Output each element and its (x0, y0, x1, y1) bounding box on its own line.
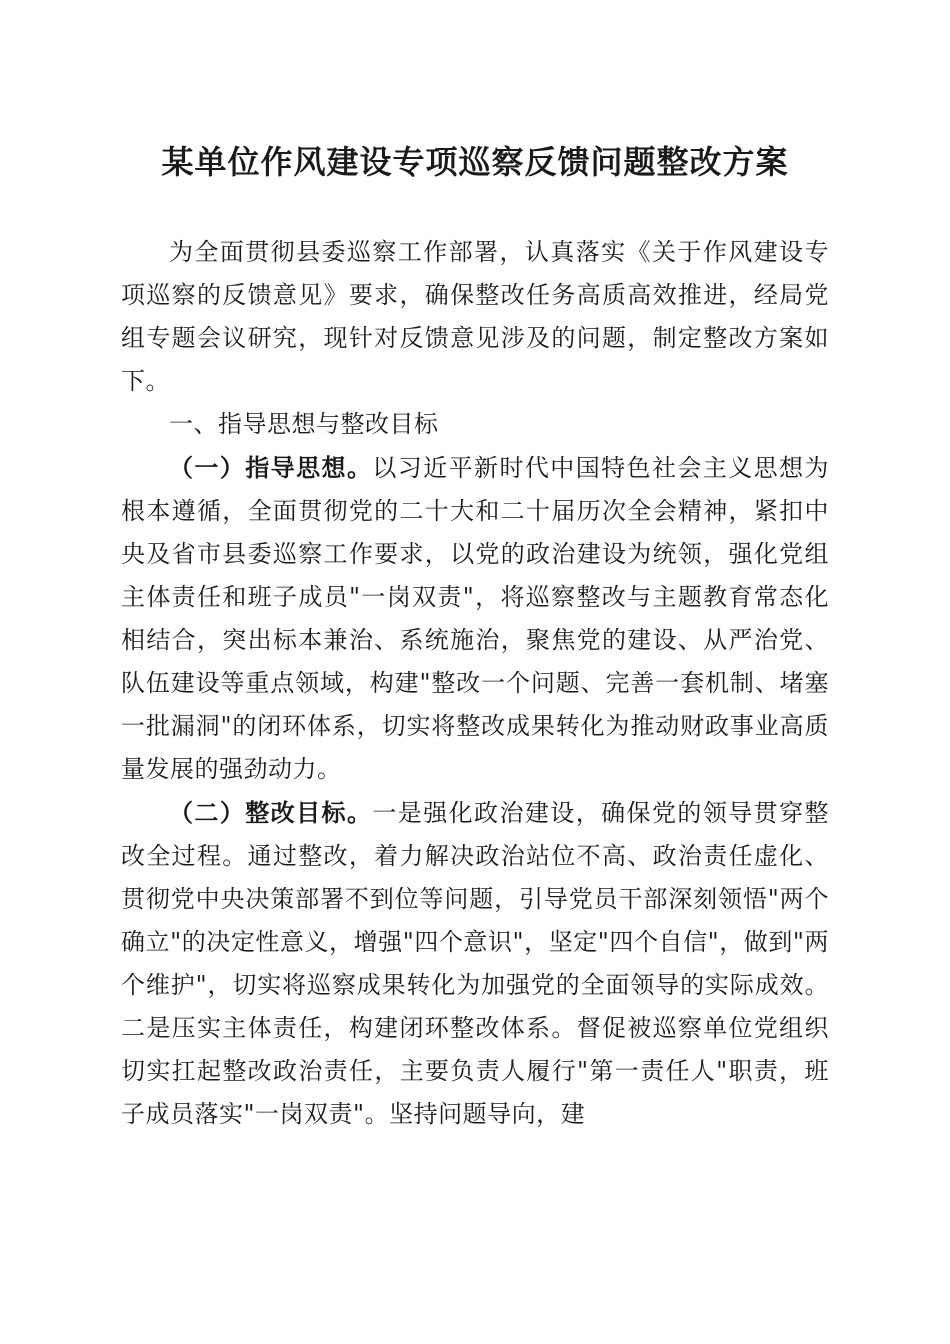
document-body (121, 231, 829, 1136)
section-heading: 一、指导思想与整改目标 (169, 410, 439, 438)
intro-paragraph: 为全面贯彻县委巡察工作部署，认真落实《关于作风建设专项巡察的反馈意见》要求，确保整改任务高质高效推进，经局党组专题会议研究，现针对反馈意见涉及的问题，制定整改方案如下。 (121, 238, 829, 395)
rectification-goals-paragraph (121, 791, 829, 1136)
guiding-ideology-paragraph (121, 446, 829, 791)
paragraph-lead: （一）指导思想。 (169, 453, 373, 482)
paragraph-text: 一是强化政治建设，确保党的领导贯穿整改全过程。通过整改，着力解决政治站位不高、政治责任虚化、贯彻党中央决策部署不到位等问题，引导党员干部深刻领悟"两个确立"的决定性意义，增强"四个意识"，坚定"四个自信"，做到"两个维护"，切实将巡察成果转化为加强党的全面领导的实际成效。二是压实主体责任，构建闭环整改体系。督促被巡察单位党组织切实扛起整改政治责任，主要负责人履行"第一责任人"职责，班子成员落实"一岗双责"。坚持问题导向，建 (121, 799, 829, 1128)
paragraph-lead: （二）整改目标。 (169, 798, 373, 827)
document-title: 某单位作风建设专项巡察反馈问题整改方案 (161, 143, 789, 181)
paragraph-text: 以习近平新时代中国特色社会主义思想为根本遵循，全面贯彻党的二十大和二十届历次全会精神，紧扣中央及省市县委巡察工作要求，以党的政治建设为统领，强化党组主体责任和班子成员"一岗双责"，将巡察整改与主题教育常态化相结合，突出标本兼治、系统施治，聚焦党的建设、从严治党、队伍建设等重点领域，构建"整改一个问题、完善一套机制、堵塞一批漏洞"的闭环体系，切实将整改成果转化为推动财政事业高质量发展的强劲动力。 (121, 454, 829, 783)
